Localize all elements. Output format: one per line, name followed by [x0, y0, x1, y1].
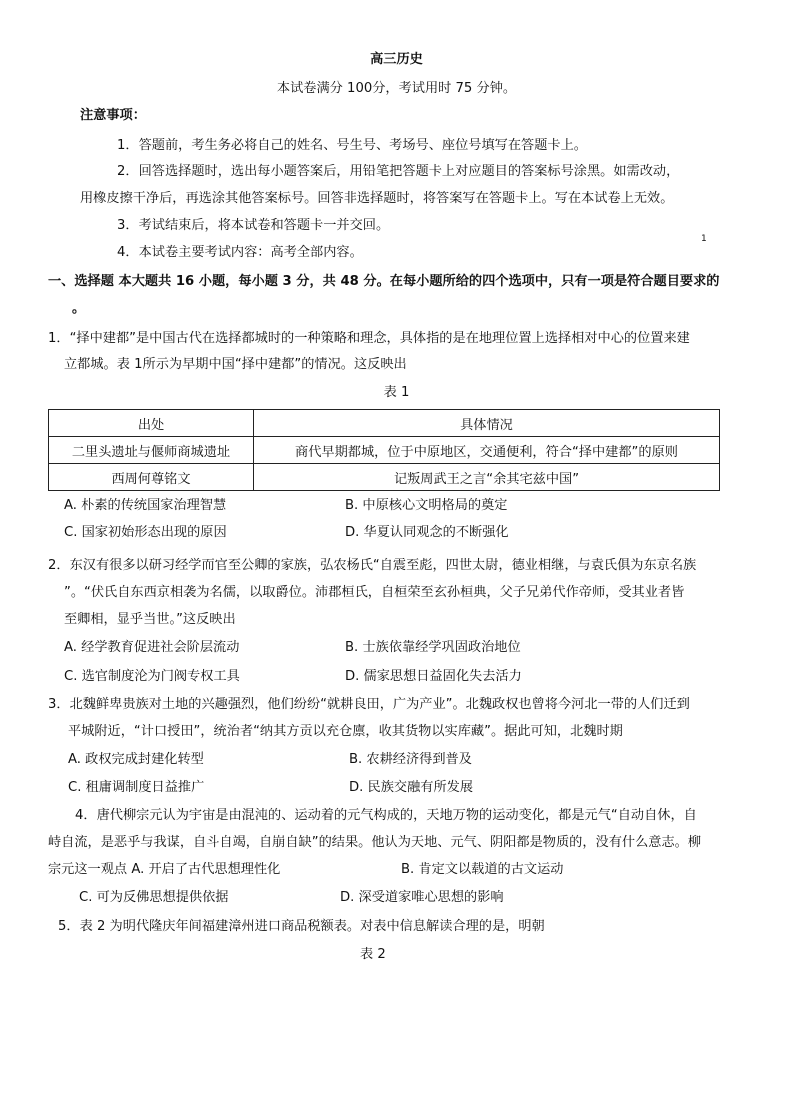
- question-2-stem: 2．东汉有很多以研习经学而官至公卿的家族，弘农杨氏“自震至彪，四世太尉，德业相继，与袁氏俱为东京名族: [48, 558, 697, 573]
- question-4-stem-with-option-a: 宗元这一观点 A. 开启了古代思想理性化: [48, 862, 281, 877]
- question-3-stem: 3．北魏鲜卑贵族对土地的兴趣强烈，他们纷纷“就耕良田，广为产业”。北魏政权也曾将今河北一带的人们迁到: [48, 697, 690, 712]
- notice-item: 1．答题前，考生务必将自己的姓名、号生号、考场号、座位号填写在答题卡上。: [117, 138, 587, 153]
- notice-item: 2．回答选择题时，选出每小题答案后，用铅笔把答题卡上对应题目的答案标号涂黑。如需改动，: [117, 164, 680, 179]
- question-2-stem-continued: 至卿相，显乎当世。”这反映出: [64, 612, 236, 627]
- question-3-stem-continued: 平城附近，“计口授田”，统治者“纳其方贡以充仓廪，收其货物以实库藏”。据此可知，北魏时期: [68, 724, 623, 739]
- question-2-stem-continued: ”。“伏氏自东西京相袭为名儒，以取爵位。沛郡桓氏，自桓荣至玄孙桓典，父子兄弟代作帝师，受其业者皆: [64, 585, 685, 600]
- question-1-option-c: C. 国家初始形态出现的原因: [64, 525, 227, 540]
- question-3-option-b: B. 农耕经济得到普及: [349, 752, 472, 767]
- question-3-option-c: C. 租庸调制度日益推广: [68, 780, 205, 795]
- question-1-option-b: B. 中原核心文明格局的奠定: [345, 498, 508, 513]
- table-header-cell: 具体情况: [254, 410, 720, 437]
- table-cell: 商代早期都城，位于中原地区，交通便利，符合“择中建都”的原则: [254, 437, 720, 464]
- question-4-stem: 4．唐代柳宗元认为宇宙是由混沌的、运动着的元气构成的，天地万物的运动变化，都是元气“自动自休，自: [75, 808, 697, 823]
- question-3-option-a: A. 政权完成封建化转型: [68, 752, 204, 767]
- table-header-row: [49, 410, 720, 437]
- section-heading: 一、选择题 本大题共 16 小题，每小题 3 分，共 48 分。在每小题所给的四个选项中，只有一项是符合题目要求的: [48, 274, 720, 289]
- table-1: [48, 409, 720, 491]
- question-2-option-c: C. 选官制度沦为门阀专权工具: [64, 669, 240, 684]
- notice-heading: 注意事项：: [80, 108, 146, 123]
- table-cell: 记叛周武王之言“余其宅兹中国”: [254, 464, 720, 491]
- table-row: [49, 437, 720, 464]
- question-4-option-b: B. 肯定文以载道的古文运动: [401, 862, 564, 877]
- table-header-cell: 出处: [49, 410, 254, 437]
- question-2-option-d: D. 儒家思想日益固化失去活力: [345, 669, 522, 684]
- question-1-stem: 1．“择中建都”是中国古代在选择都城时的一种策略和理念，具体指的是在地理位置上选择相对中心的位置来建: [48, 331, 690, 346]
- table-1-caption: 表 1: [383, 385, 410, 400]
- table-2-caption: 表 2: [360, 947, 386, 962]
- exam-subtitle: 本试卷满分 100分，考试用时 75 分钟。: [276, 81, 517, 96]
- table-cell: 西周何尊铭文: [49, 464, 254, 491]
- question-4-stem-continued: 峙自流，是恶乎与我谋，自斗自竭，自崩自缺”的结果。他认为天地、元气、阴阳都是物质的，没有什么意志。柳: [48, 835, 702, 850]
- exam-title: 高三历史: [370, 52, 423, 67]
- question-4-option-d: D. 深受道家唯心思想的影响: [340, 890, 504, 905]
- section-heading-continued: 。: [72, 301, 86, 316]
- page-number: 1: [701, 234, 707, 244]
- notice-item: 3．考试结束后，将本试卷和答题卡一并交回。: [117, 218, 390, 233]
- question-1-stem-continued: 立都城。表 1所示为早期中国“择中建都”的情况。这反映出: [64, 357, 407, 372]
- question-1-option-d: D. 华夏认同观念的不断强化: [345, 525, 509, 540]
- question-1-option-a: A. 朴素的传统国家治理智慧: [64, 498, 227, 513]
- question-4-option-c: C. 可为反佛思想提供依据: [79, 890, 229, 905]
- question-2-option-b: B. 士族依靠经学巩固政治地位: [345, 640, 521, 655]
- notice-item: 用橡皮擦干净后，再选涂其他答案标号。回答非选择题时，将答案写在答题卡上。写在本试卷上无效。: [80, 191, 674, 206]
- question-2-option-a: A. 经学教育促进社会阶层流动: [64, 640, 240, 655]
- table-cell: 二里头遗址与偃师商城遗址: [49, 437, 254, 464]
- question-5-stem: 5．表 2 为明代隆庆年间福建漳州进口商品税额表。对表中信息解读合理的是，明朝: [58, 919, 545, 934]
- notice-item: 4．本试卷主要考试内容：高考全部内容。: [117, 245, 363, 260]
- table-row: [49, 464, 720, 491]
- question-3-option-d: D. 民族交融有所发展: [349, 780, 474, 795]
